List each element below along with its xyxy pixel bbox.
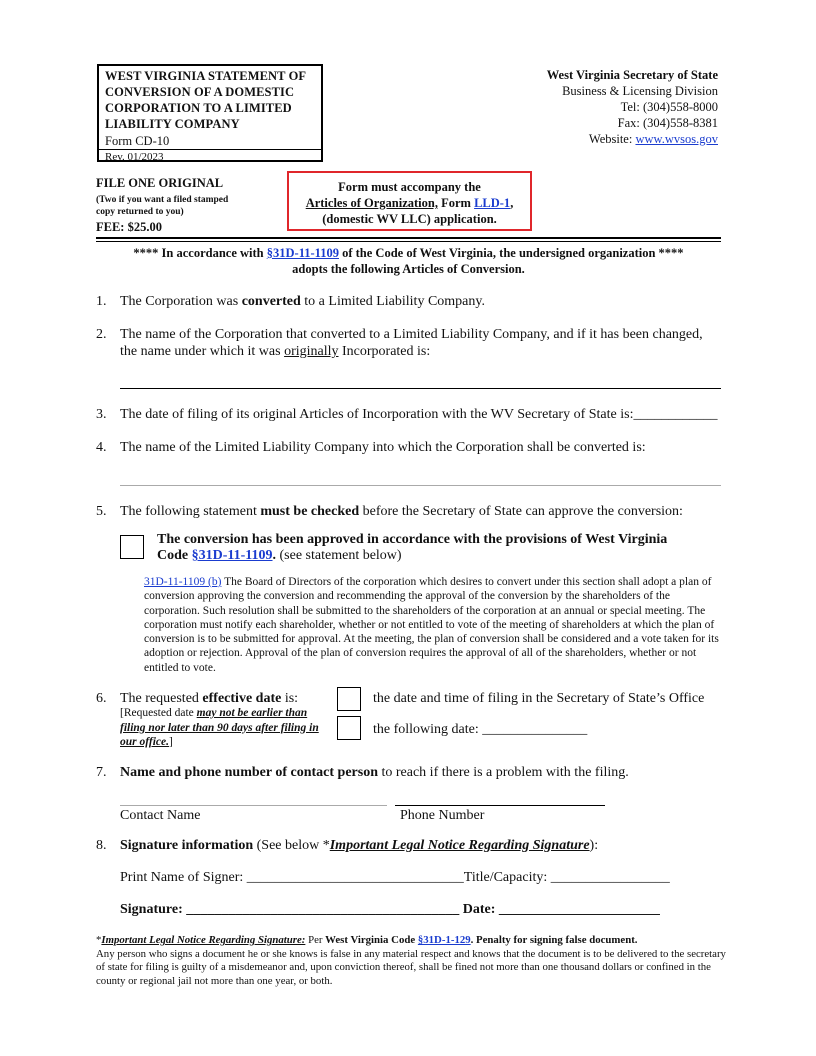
notice-text: Form: [437, 196, 475, 210]
date-label: Date:: [459, 902, 499, 917]
notice-line: [289, 195, 530, 211]
articles-of-organization: Articles of Organization,: [305, 196, 438, 210]
title-capacity-field[interactable]: _________________: [550, 870, 670, 885]
statement-line: [157, 532, 717, 548]
signature-field[interactable]: _______________________________________: [186, 902, 460, 917]
title-capacity-label: Title/Capacity:: [463, 870, 551, 885]
print-name-field[interactable]: _______________________________: [246, 870, 464, 885]
lld-1-link[interactable]: LLD-1: [474, 196, 511, 210]
contact-name-field[interactable]: [120, 805, 387, 806]
item-text: [120, 764, 721, 781]
option-filing-date: the date and time of filing in the Secretary of State’s Office: [373, 691, 705, 706]
text: (see statement below): [276, 548, 402, 563]
code-link[interactable]: §31D-1-129: [417, 934, 471, 946]
signature-label: Signature:: [120, 902, 187, 917]
text-bold: converted: [241, 294, 301, 309]
llc-name-field[interactable]: [120, 485, 721, 486]
item-text: [120, 293, 721, 310]
item-number: 3.: [96, 407, 107, 422]
intro-text: **** In accordance with: [133, 246, 267, 260]
agency-fax: Fax: (304)558-8381: [617, 116, 718, 130]
file-note-line: (Two if you want a filed stamped: [96, 195, 229, 205]
item-text: The name of the Limited Liability Company into which the Corporation shall be converted is:: [120, 440, 646, 455]
intro-text: of the Code of West Virginia, the undersigned organization ****: [338, 246, 684, 260]
legal-heading: [96, 934, 726, 948]
divider: [96, 237, 721, 239]
agency-name: West Virginia Secretary of State: [546, 68, 718, 82]
text: [Requested date: [120, 707, 197, 719]
notice-line: (domestic WV LLC) application.: [322, 212, 497, 226]
text: The requested: [120, 691, 203, 706]
code-link[interactable]: §31D-11-1109: [191, 548, 273, 563]
text: before the Secretary of State can approve the conversion:: [359, 504, 683, 519]
form-title-line: LIABILITY COMPANY: [105, 117, 240, 131]
notice-line: Form must accompany the: [338, 180, 481, 194]
conversion-statement: [157, 532, 717, 564]
item-5: [96, 503, 721, 520]
signature-row: [120, 901, 660, 918]
file-note-line: copy returned to you): [96, 207, 184, 217]
statute-text: The Board of Directors of the corporation which desires to convert under this section shall adopt a plan of conversion approving the conversion and recommending the approval of the conversion by the shareholders of the corporation. Such resolution shall be submitted to the shareholders of the corporation at an annual or special meeting. The corporation must notify each shareholder, whether or not entitled to vote of the meeting of shareholders at which the plan of conversion is to be submitted for approval. At the meeting, the plan of conversion shall be considered and a vote taken for its adoption or rejection. Approval of the plan of conversion requires the approval of all of the shareholders, whether or not entitled to vote.: [144, 576, 719, 674]
item-number: 1.: [96, 294, 107, 309]
filing-date-field[interactable]: ____________: [633, 407, 718, 422]
form-title-box: [97, 64, 323, 162]
text-line: [120, 343, 721, 360]
text: ]: [168, 736, 173, 748]
contact-name-label: Contact Name: [120, 808, 201, 823]
print-name-label: Print Name of Signer:: [120, 870, 247, 885]
intro-statement: [96, 246, 721, 277]
corporation-name-field[interactable]: [120, 388, 721, 389]
item-text: [120, 406, 721, 423]
text-bold-italic: Important Legal Notice Regarding Signature: [329, 838, 590, 853]
file-one-original: FILE ONE ORIGINAL: [96, 176, 224, 190]
form-number: Form CD-10: [105, 134, 170, 148]
phone-number-field[interactable]: [395, 805, 605, 806]
legal-body: Any person who signs a document he or she knows is false in any material respect and knows that the document is to be delivered to the secretary of state for filing is guilty of a misdemeanor and, upon conviction thereof, shall be fined not more than one thousand dollars or confined in the county or regional jail not more than one year, or both.: [96, 947, 726, 987]
item-number: 4.: [96, 440, 107, 455]
item-text: [120, 503, 721, 520]
form-title-line: CONVERSION OF A DOMESTIC: [105, 85, 295, 99]
item-8: [96, 837, 721, 854]
statute-excerpt: [144, 575, 721, 675]
text-bold: The conversion has been approved in accordance with the provisions of West Virginia: [157, 532, 668, 547]
statement-line: [157, 548, 717, 564]
item-number: 8.: [96, 838, 107, 853]
conversion-approved-checkbox[interactable]: [120, 535, 144, 559]
text-bold: . Penalty for signing false document.: [470, 934, 638, 946]
agency-info: [547, 67, 718, 147]
text: Incorporated is:: [338, 344, 431, 359]
item-3: [96, 406, 721, 423]
text: the following date:: [373, 722, 483, 737]
item-1: [96, 293, 721, 310]
intro-line: adopts the following Articles of Conversion.: [292, 261, 525, 276]
text: The Corporation was: [120, 294, 242, 309]
form-title-line: WEST VIRGINIA STATEMENT OF: [105, 69, 307, 83]
text-bold: effective date: [202, 691, 282, 706]
intro-line: [96, 246, 721, 262]
option-following-date: [373, 721, 587, 738]
item-4: [96, 439, 721, 456]
notice-text: ,: [510, 196, 514, 210]
date-field[interactable]: _______________________: [498, 902, 660, 917]
divider: [96, 241, 721, 242]
item-7: [96, 764, 721, 781]
text: to reach if there is a problem with the filing.: [377, 765, 629, 780]
text: *: [96, 934, 102, 946]
item-text: [120, 837, 721, 854]
agency-division: Business & Licensing Division: [562, 84, 718, 98]
item-number: 6.: [96, 691, 107, 706]
text-bold: Signature information: [120, 838, 254, 853]
text: The name of the Corporation that converted to a Limited Liability Company, and if it has been changed,: [120, 327, 703, 342]
text-bold: Name and phone number of contact person: [120, 765, 378, 780]
text: the name under which it was: [120, 344, 285, 359]
code-link[interactable]: §31D-11-1109: [266, 246, 339, 260]
text-bold: must be checked: [260, 504, 360, 519]
legal-notice: [96, 934, 726, 988]
agency-website: [547, 131, 718, 147]
text-underlined: originally: [284, 344, 339, 359]
legal-heading-text: Important Legal Notice Regarding Signature:: [101, 934, 306, 946]
item-number: 2.: [96, 327, 107, 342]
future-date-option-checkbox[interactable]: [337, 716, 361, 740]
text: (See below *: [253, 838, 330, 853]
accompany-notice-box: [287, 171, 532, 231]
text-bold-italic: may not be earlier than filing nor later than 90 days after filing in our office.: [120, 707, 319, 748]
website-label: Website:: [588, 132, 636, 146]
form-revision: Rev. 01/2023: [99, 149, 321, 164]
text-bold: .: [272, 548, 277, 563]
file-info: [96, 176, 228, 235]
text-bold: Code: [157, 548, 192, 563]
phone-number-label: Phone Number: [400, 808, 485, 823]
effective-date-note: [120, 706, 332, 750]
text: Per: [305, 934, 326, 946]
fee: FEE: $25.00: [96, 220, 162, 234]
item-number: 5.: [96, 504, 107, 519]
item-2: [96, 326, 721, 360]
text: The following statement: [120, 504, 261, 519]
form-title-line: CORPORATION TO A LIMITED: [105, 101, 292, 115]
signer-row: [120, 869, 670, 886]
item-text: [120, 326, 721, 360]
text: is:: [281, 691, 299, 706]
text: ):: [589, 838, 599, 853]
text-bold: West Virginia Code: [325, 934, 418, 946]
item-number: 7.: [96, 765, 107, 780]
website-link[interactable]: www.wvsos.gov: [635, 132, 718, 146]
following-date-field[interactable]: _______________: [482, 722, 588, 737]
text: to a Limited Liability Company.: [300, 294, 485, 309]
statute-link[interactable]: 31D-11-1109 (b): [144, 576, 222, 588]
agency-tel: Tel: (304)558-8000: [620, 100, 718, 114]
filing-date-option-checkbox[interactable]: [337, 687, 361, 711]
text: The date of filing of its original Articles of Incorporation with the WV Secretary of State is:: [120, 407, 634, 422]
